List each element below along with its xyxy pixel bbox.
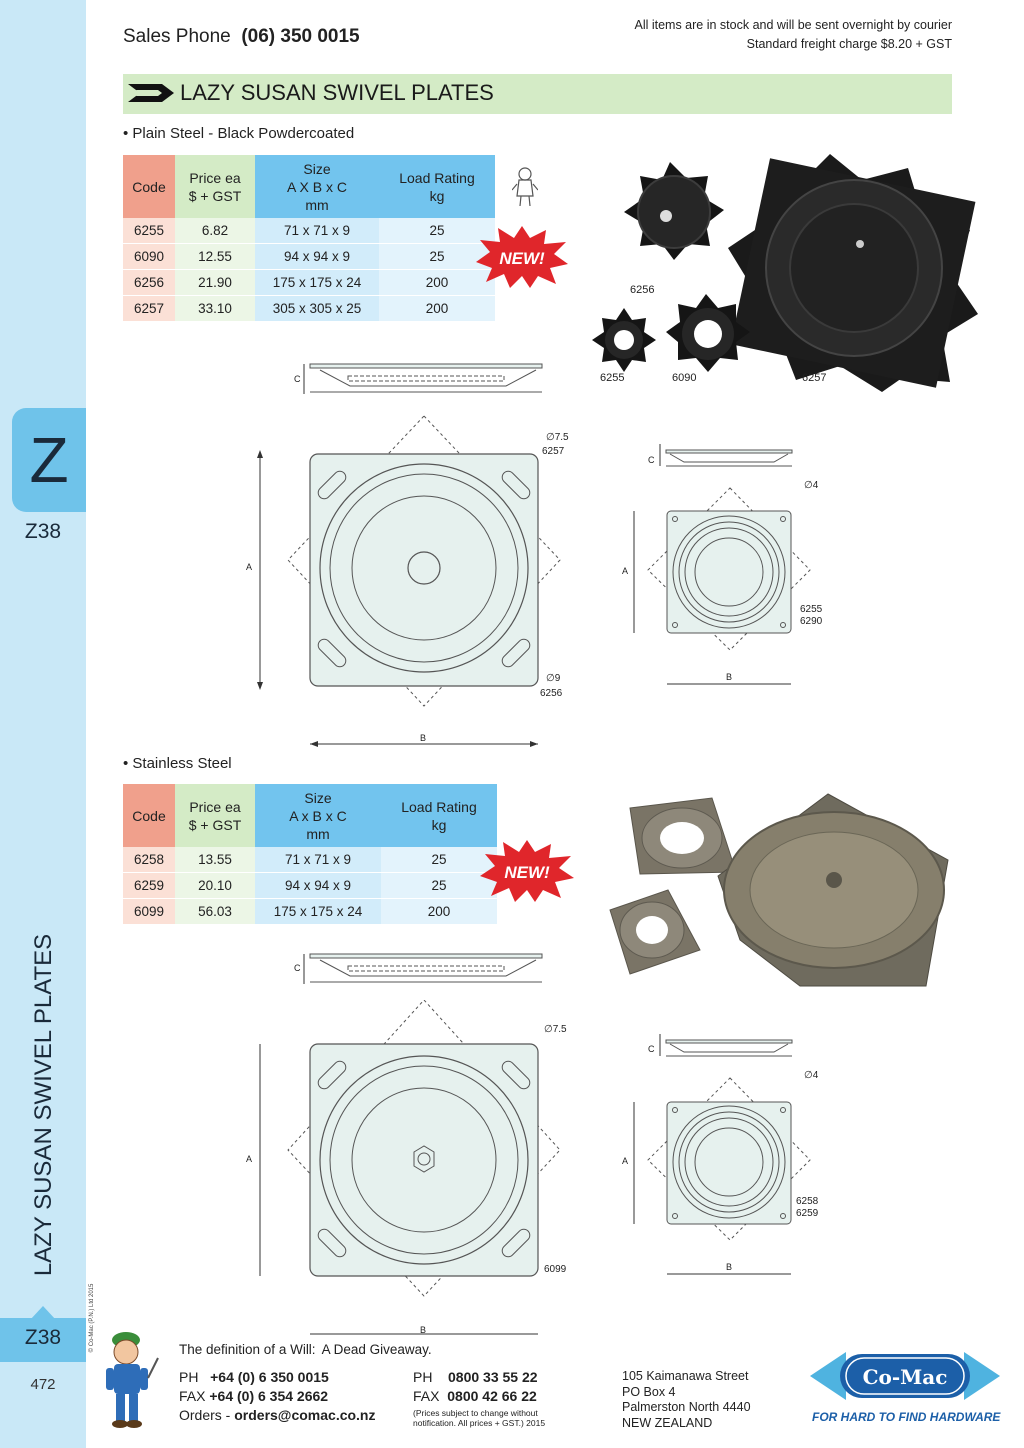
- dim-b-label: B: [420, 733, 427, 743]
- table-row: [123, 873, 497, 899]
- top-view-drawing-small: [620, 440, 823, 690]
- cell-load: 200: [379, 296, 495, 322]
- table-row: [123, 218, 495, 244]
- sales-phone: [123, 26, 360, 48]
- col-price: Price ea $ + GST: [175, 784, 255, 847]
- hole-label-small-2: ∅4: [804, 1070, 819, 1081]
- col-size: Size A x B x C mm: [255, 784, 381, 847]
- black-plates-photo: [590, 148, 1010, 398]
- table-row: [123, 899, 497, 925]
- col-load: Load Rating kg: [381, 784, 497, 847]
- hole-label-bottom: ∅9: [546, 673, 561, 684]
- cell-price: 20.10: [175, 873, 255, 899]
- mascot-illustration: [92, 1328, 162, 1430]
- svg-text:NEW!: NEW!: [499, 249, 545, 268]
- cell-size: 175 x 175 x 24: [255, 899, 381, 925]
- cell-price: 6.82: [175, 218, 255, 244]
- dim-a-label: A: [246, 562, 253, 572]
- cell-code: 6257: [123, 296, 175, 322]
- table-row: [123, 296, 495, 322]
- svg-text:NEW!: NEW!: [504, 863, 550, 882]
- dim-a-label-small-2: A: [622, 1156, 629, 1166]
- side-view-drawing-large-2: [290, 950, 550, 986]
- contact-freephone: [413, 1368, 545, 1428]
- ph2-value[interactable]: 0800 33 55 22: [448, 1369, 538, 1385]
- address-line: NEW ZEALAND: [622, 1415, 713, 1430]
- table-row: [123, 244, 495, 270]
- code-label-6290: 6290: [800, 616, 823, 627]
- dim-a-label-2: A: [246, 1154, 253, 1164]
- comac-logo[interactable]: [810, 1344, 1000, 1406]
- price-notice: (Prices subject to change without notification. All prices + GST.) 2015: [413, 1408, 546, 1428]
- cell-code: 6099: [123, 899, 175, 925]
- address-line: Palmerston North 4440: [622, 1400, 751, 1414]
- photo-label-6257: 6257: [802, 372, 827, 384]
- col-load: Load Rating kg: [379, 155, 495, 218]
- freight-note: Standard freight charge $8.20 + GST: [746, 37, 952, 51]
- svg-text:Co-Mac: Co-Mac: [862, 1365, 948, 1389]
- dim-c-label: C: [294, 374, 301, 384]
- ph2-label: PH: [413, 1369, 433, 1385]
- cell-price: 33.10: [175, 296, 255, 322]
- table-header-row: [123, 784, 497, 847]
- code-label-6257: 6257: [542, 446, 565, 457]
- joke-answer: A Dead Giveaway.: [321, 1342, 432, 1357]
- page-number: 472: [30, 1376, 56, 1393]
- cell-price: 12.55: [175, 244, 255, 270]
- col-code: Code: [123, 155, 175, 218]
- cell-code: 6090: [123, 244, 175, 270]
- table-row: [123, 847, 497, 873]
- section-letter: Z: [29, 424, 69, 496]
- cell-size: 175 x 175 x 24: [255, 270, 379, 296]
- fax-label: FAX: [179, 1388, 206, 1404]
- dim-c-label-small: C: [648, 455, 655, 465]
- cell-code: 6256: [123, 270, 175, 296]
- dim-c-label-small-2: C: [648, 1044, 655, 1054]
- dim-b-label-2: B: [420, 1325, 427, 1335]
- sales-phone-label: Sales Phone: [123, 26, 231, 47]
- orders-email-link[interactable]: orders@comac.co.nz: [234, 1407, 376, 1423]
- address-line: 105 Kaimanawa Street: [622, 1369, 749, 1383]
- price-table-plain-steel: [123, 155, 495, 322]
- hole-label-top-2: ∅7.5: [544, 1024, 567, 1035]
- cell-price: 13.55: [175, 847, 255, 873]
- page-title: LAZY SUSAN SWIVEL PLATES: [180, 80, 494, 105]
- new-badge: [476, 226, 568, 288]
- table-row: [123, 270, 495, 296]
- hole-label-top: ∅7.5: [546, 432, 569, 443]
- table-header-row: [123, 155, 495, 218]
- dim-b-label-small: B: [726, 672, 733, 682]
- ph-value[interactable]: +64 (0) 6 350 0015: [210, 1369, 329, 1385]
- hole-label-small: ∅4: [804, 480, 819, 491]
- sales-phone-number[interactable]: (06) 350 0015: [241, 26, 360, 47]
- photo-label-6090: 6090: [672, 372, 697, 384]
- joke-label: The definition of a Will:: [179, 1342, 316, 1357]
- fax2-value: 0800 42 66 22: [447, 1388, 537, 1404]
- cell-size: 94 x 94 x 9: [255, 873, 381, 899]
- code-label-6099: 6099: [544, 1264, 567, 1275]
- orders-label: Orders -: [179, 1407, 231, 1423]
- page-code: Z38: [24, 520, 62, 543]
- cell-load: 25: [379, 218, 495, 244]
- cell-load: 200: [381, 899, 497, 925]
- ph-label: PH: [179, 1369, 199, 1385]
- code-label-6256: 6256: [540, 688, 563, 699]
- fax2-label: FAX: [413, 1388, 440, 1404]
- cell-size: 71 x 71 x 9: [255, 218, 379, 244]
- joke: [179, 1342, 432, 1357]
- top-view-drawing-large: [240, 410, 600, 750]
- vertical-title: LAZY SUSAN SWIVEL PLATES: [30, 933, 57, 1277]
- address: [622, 1369, 751, 1431]
- cell-size: 305 x 305 x 25: [255, 296, 379, 322]
- cell-code: 6259: [123, 873, 175, 899]
- cell-price: 21.90: [175, 270, 255, 296]
- arrow-icon: [128, 82, 174, 104]
- photo-label-6256: 6256: [630, 284, 655, 296]
- cell-code: 6255: [123, 218, 175, 244]
- col-size: Size A X B x C mm: [255, 155, 379, 218]
- cell-load: 25: [381, 873, 497, 899]
- col-price: Price ea $ + GST: [175, 155, 255, 218]
- cell-price: 56.03: [175, 899, 255, 925]
- dim-c-label-2: C: [294, 963, 301, 973]
- stainless-plates-photo: [600, 790, 960, 1000]
- logo-tagline: FOR HARD TO FIND HARDWARE: [812, 1410, 1001, 1424]
- mascot-icon: [512, 166, 538, 208]
- cell-load: 200: [379, 270, 495, 296]
- top-view-drawing-large-2: [240, 1000, 600, 1340]
- copyright: © Co-Mac (P.N.) Ltd 2015: [89, 1283, 95, 1353]
- code-label-6259: 6259: [796, 1208, 819, 1219]
- section-subtitle-plain-steel: • Plain Steel - Black Powdercoated: [123, 125, 355, 142]
- shipping-info: [634, 16, 952, 54]
- code-label-6258: 6258: [796, 1196, 819, 1207]
- cell-load: 25: [379, 244, 495, 270]
- photo-label-6255: 6255: [600, 372, 625, 384]
- fax-value: +64 (0) 6 354 2662: [209, 1388, 329, 1404]
- page-code-bottom: Z38: [24, 1326, 62, 1349]
- dim-b-label-small-2: B: [726, 1262, 733, 1272]
- col-code: Code: [123, 784, 175, 847]
- cell-size: 71 x 71 x 9: [255, 847, 381, 873]
- new-badge: [480, 840, 574, 902]
- dim-a-label-small: A: [622, 566, 629, 576]
- address-line: PO Box 4: [622, 1384, 676, 1399]
- code-label-6255: 6255: [800, 604, 823, 615]
- top-view-drawing-small-2: [620, 1030, 820, 1280]
- cell-load: 25: [381, 847, 497, 873]
- cell-size: 94 x 94 x 9: [255, 244, 379, 270]
- side-view-drawing-large: [290, 360, 550, 396]
- contact-international: [179, 1368, 376, 1425]
- stock-note: All items are in stock and will be sent overnight by courier: [634, 18, 952, 32]
- price-table-stainless: [123, 784, 497, 925]
- cell-code: 6258: [123, 847, 175, 873]
- section-subtitle-stainless: • Stainless Steel: [123, 755, 232, 772]
